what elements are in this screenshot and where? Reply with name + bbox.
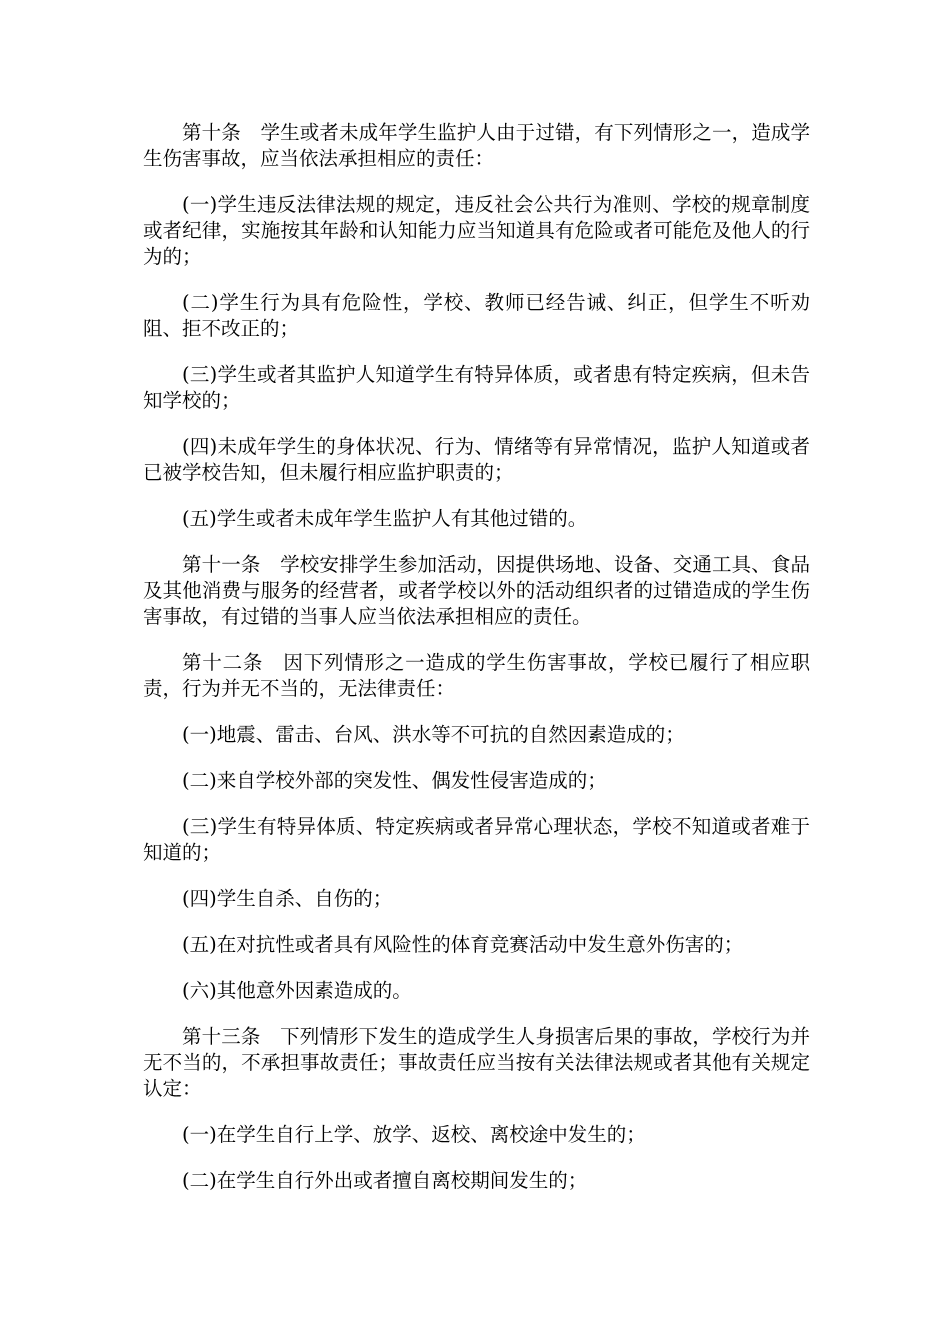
article-10-paragraph: 第十条 学生或者未成年学生监护人由于过错，有下列情形之一，造成学生伤害事故，应当依法承担相应的责任： xyxy=(143,121,810,170)
article-13-item-1: (一)在学生自行上学、放学、返校、离校途中发生的； xyxy=(182,1123,646,1146)
article-12-paragraph: 第十二条 因下列情形之一造成的学生伤害事故，学校已履行了相应职责，行为并无不当的，无法律责任： xyxy=(143,651,810,700)
article-12-item-5: (五)在对抗性或者具有风险性的体育竞赛活动中发生意外伤害的； xyxy=(182,933,744,956)
article-12-item-4: (四)学生自杀、自伤的； xyxy=(182,887,393,910)
document-page xyxy=(143,120,810,1214)
article-10-item-2: (二)学生行为具有危险性，学校、教师已经告诫、纠正，但学生不听劝阻、拒不改正的； xyxy=(143,291,810,340)
article-10-item-1: (一)学生违反法律法规的规定，违反社会公共行为准则、学校的规章制度或者纪律，实施按其年龄和认知能力应当知道具有危险或者可能危及他人的行为的； xyxy=(143,193,810,268)
article-13-paragraph: 第十三条 下列情形下发生的造成学生人身损害后果的事故，学校行为并无不当的，不承担事故责任；事故责任应当按有关法律法规或者其他有关规定认定： xyxy=(143,1025,810,1100)
article-12-item-3: (三)学生有特异体质、特定疾病或者异常心理状态，学校不知道或者难于知道的； xyxy=(143,815,810,864)
article-10-item-5: (五)学生或者未成年学生监护人有其他过错的。 xyxy=(182,507,588,530)
article-12-item-2: (二)来自学校外部的突发性、偶发性侵害造成的； xyxy=(182,769,607,792)
article-12-item-6: (六)其他意外因素造成的。 xyxy=(182,979,412,1002)
article-10-item-4: (四)未成年学生的身体状况、行为、情绪等有异常情况，监护人知道或者已被学校告知，但未履行相应监护职责的； xyxy=(143,435,810,484)
article-12-item-1: (一)地震、雷击、台风、洪水等不可抗的自然因素造成的； xyxy=(182,723,685,746)
article-13-item-2: (二)在学生自行外出或者擅自离校期间发生的； xyxy=(182,1169,588,1192)
article-10-item-3: (三)学生或者其监护人知道学生有特异体质，或者患有特定疾病，但未告知学校的； xyxy=(143,363,810,412)
article-11-paragraph: 第十一条 学校安排学生参加活动，因提供场地、设备、交通工具、食品及其他消费与服务的经营者，或者学校以外的活动组织者的过错造成的学生伤害事故，有过错的当事人应当依法承担相应的责任。 xyxy=(143,553,810,628)
